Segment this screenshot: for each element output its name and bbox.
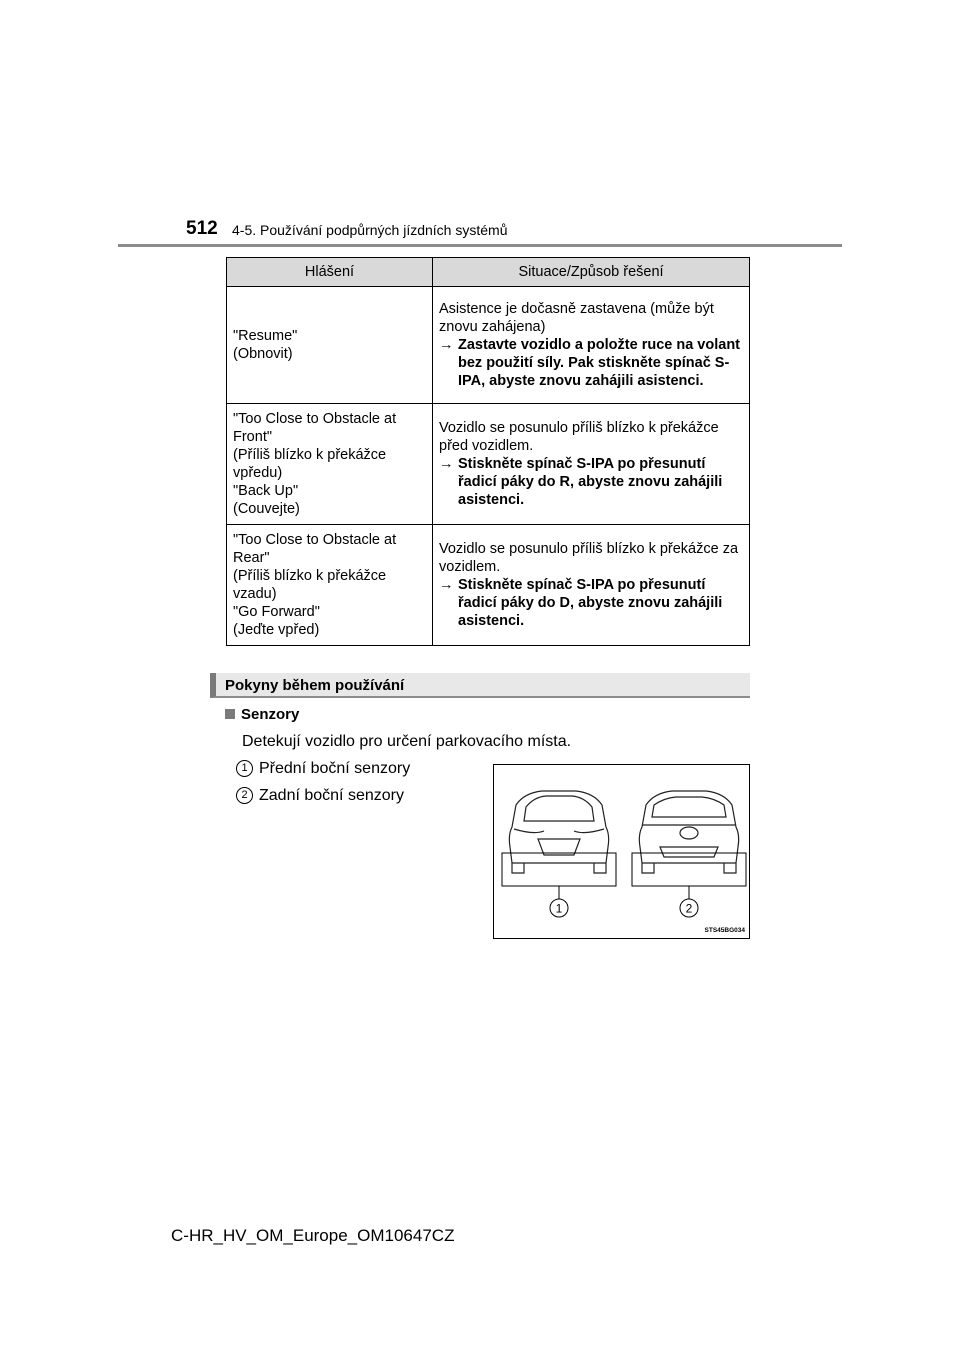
- action-text: [439, 455, 743, 509]
- callout-number: 2: [236, 787, 253, 804]
- list-item: [236, 760, 410, 778]
- car-illustration: [494, 765, 751, 940]
- message-line: (Obnovit): [233, 346, 293, 362]
- column-header-message: Hlášení: [227, 258, 433, 287]
- callout-number: 1: [236, 760, 253, 777]
- subsection-header: [210, 673, 750, 698]
- list-item: [236, 787, 404, 805]
- column-header-situation: Situace/Způsob řešení: [433, 258, 750, 287]
- callout-1-label: 1: [555, 901, 563, 916]
- message-cell: [227, 287, 433, 404]
- figure-code: STS45BG034: [704, 927, 745, 934]
- message-line: "Resume": [233, 328, 298, 344]
- rear-car-icon: [639, 791, 738, 873]
- header-rule: [118, 244, 842, 247]
- action-label: Stiskněte spínač S-IPA po přesunutí řadicí páky do D, abyste znovu zahájili asistenci.: [458, 577, 723, 629]
- callout-2-label: 2: [685, 901, 693, 916]
- situation-cell: [433, 287, 750, 404]
- square-bullet-icon: [225, 709, 235, 719]
- action-text: [439, 336, 743, 390]
- message-line: (Jeďte vpřed): [233, 622, 320, 638]
- rear-sensor-zone: [632, 853, 746, 886]
- section-title: 4-5. Používání podpůrných jízdních systémů: [232, 222, 508, 238]
- message-line: (Příliš blízko k překážce vpředu): [233, 447, 387, 481]
- topic-description: Detekují vozidlo pro určení parkovacího místa.: [242, 733, 572, 750]
- message-line: (Couvejte): [233, 501, 300, 517]
- item-label: Přední boční senzory: [259, 760, 411, 777]
- topic-title: Senzory: [241, 706, 300, 723]
- action-text: [439, 576, 743, 630]
- table-row: [227, 525, 750, 646]
- topic-heading: [225, 706, 299, 723]
- table-row: [227, 404, 750, 525]
- message-line: "Too Close to Obstacle at Front": [233, 411, 397, 445]
- page-number: 512: [186, 218, 218, 239]
- arrow-icon: →: [439, 577, 454, 593]
- situation-text: Asistence je dočasně zastavena (může být znovu zahájena): [439, 301, 714, 335]
- action-label: Stiskněte spínač S-IPA po přesunutí řadicí páky do R, abyste znovu zahájili asistenci.: [458, 456, 723, 508]
- message-table: [226, 257, 750, 646]
- front-sensor-zone: [502, 853, 616, 886]
- arrow-icon: →: [439, 337, 454, 353]
- message-cell: [227, 404, 433, 525]
- message-line: (Příliš blízko k překážce vzadu): [233, 568, 387, 602]
- message-line: "Go Forward": [233, 604, 320, 620]
- footer-doc-id: C-HR_HV_OM_Europe_OM10647CZ: [171, 1226, 455, 1245]
- situation-text: Vozidlo se posunulo příliš blízko k překážce za vozidlem.: [439, 541, 739, 575]
- situation-text: Vozidlo se posunulo příliš blízko k překážce před vozidlem.: [439, 420, 719, 454]
- table-row: [227, 287, 750, 404]
- action-label: Zastavte vozidlo a položte ruce na volant bez použití síly. Pak stiskněte spínač S-IPA, abyste znovu zahájili asistenci.: [458, 337, 741, 389]
- situation-cell: [433, 404, 750, 525]
- situation-cell: [433, 525, 750, 646]
- message-line: "Too Close to Obstacle at Rear": [233, 532, 397, 566]
- message-line: "Back Up": [233, 483, 299, 499]
- message-cell: [227, 525, 433, 646]
- table-header-row: [227, 258, 750, 287]
- subsection-title: Pokyny během používání: [225, 677, 405, 694]
- front-car-icon: [509, 791, 608, 873]
- arrow-icon: →: [439, 456, 454, 472]
- sensor-figure: [493, 764, 750, 939]
- item-label: Zadní boční senzory: [259, 787, 404, 804]
